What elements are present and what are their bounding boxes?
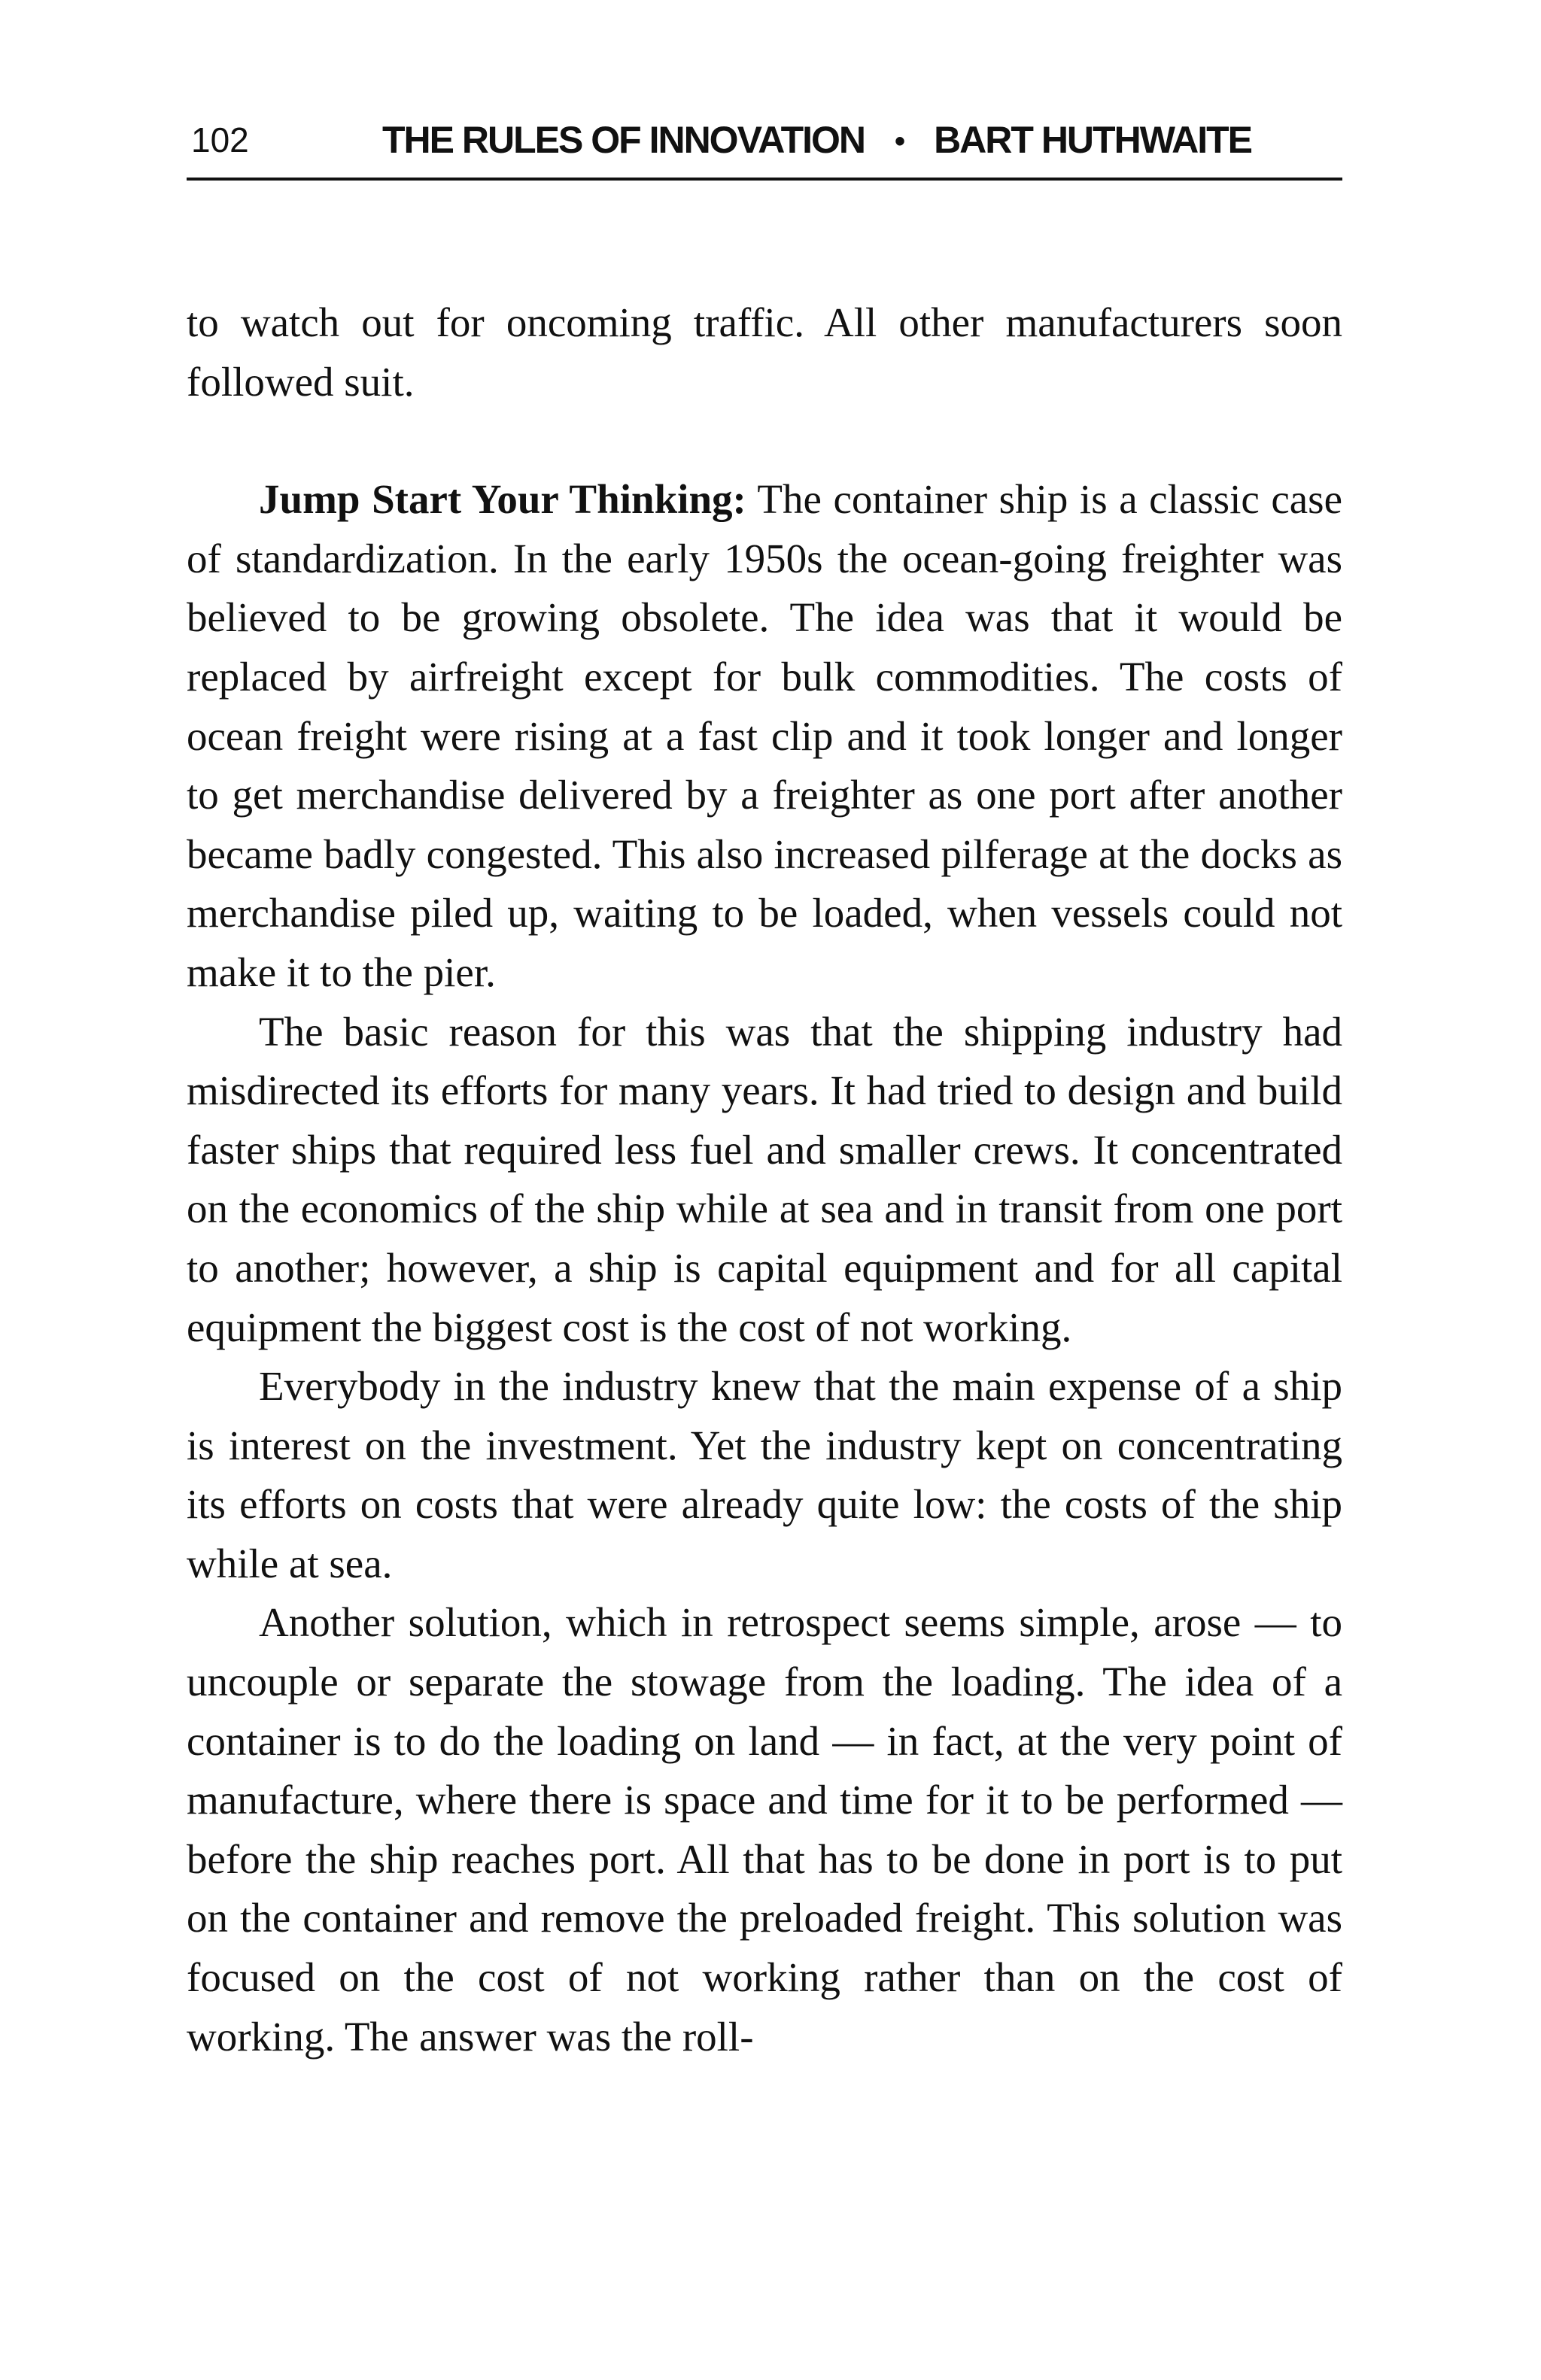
header-title-line <box>382 119 1345 162</box>
page-number: 102 <box>191 120 249 159</box>
jump-start-paragraph <box>187 470 1342 1002</box>
continuation-paragraph: to watch out for oncoming traffic. All other manufacturers soon followed suit. <box>187 299 1342 405</box>
book-title: THE RULES OF INNOVATION <box>382 119 865 161</box>
running-header <box>187 113 1342 167</box>
paragraph-container-solution: Another solution, which in retrospect seems simple, arose — to uncouple or separate the stowage from the loading. The idea of a container is to do the loading on land — in fact, at the very point of manufacture, where there is space and time for it to be performed — before the ship reaches port. All that has to be done in port is to put on the container and remove the preloaded freight. This solution was focused on the cost of not working rather than on the cost of working. The answer was the roll- <box>187 1599 1342 2060</box>
body-text <box>187 293 1342 2066</box>
paragraph-interest-investment: Everybody in the industry knew that the main expense of a ship is interest on the investment. Yet the industry kept on concentrating its efforts on costs that were already quite low: the costs of the ship while at sea. <box>187 1363 1342 1586</box>
header-rule <box>187 178 1342 181</box>
paragraph-shipping-industry: The basic reason for this was that the shipping industry had misdirected its efforts for many years. It had tried to design and build faster ships that required less fuel and smaller crews. It concentrated on the economics of the ship while at sea and in transit from one port to another; however, a ship is capital equipment and for all capital equipment the biggest cost is the cost of not working. <box>187 1008 1342 1350</box>
jump-start-heading: Jump Start Your Thinking: <box>259 476 746 523</box>
author-name: BART HUTHWAITE <box>934 119 1252 161</box>
jump-start-text: The container ship is a classic case of standardization. In the early 1950s the ocean-going freighter was believed to be growing obsolete. The idea was that it would be replaced by airfreight except for bulk commodities. The costs of ocean freight were rising at a fast clip and it took longer and longer to get merchandise delivered by a freighter as one port after another became badly congested. This also increased pilferage at the docks as merchandise piled up, waiting to be loaded, when vessels could not make it to the pier. <box>187 476 1342 995</box>
header-bullet-separator: • <box>895 125 904 158</box>
